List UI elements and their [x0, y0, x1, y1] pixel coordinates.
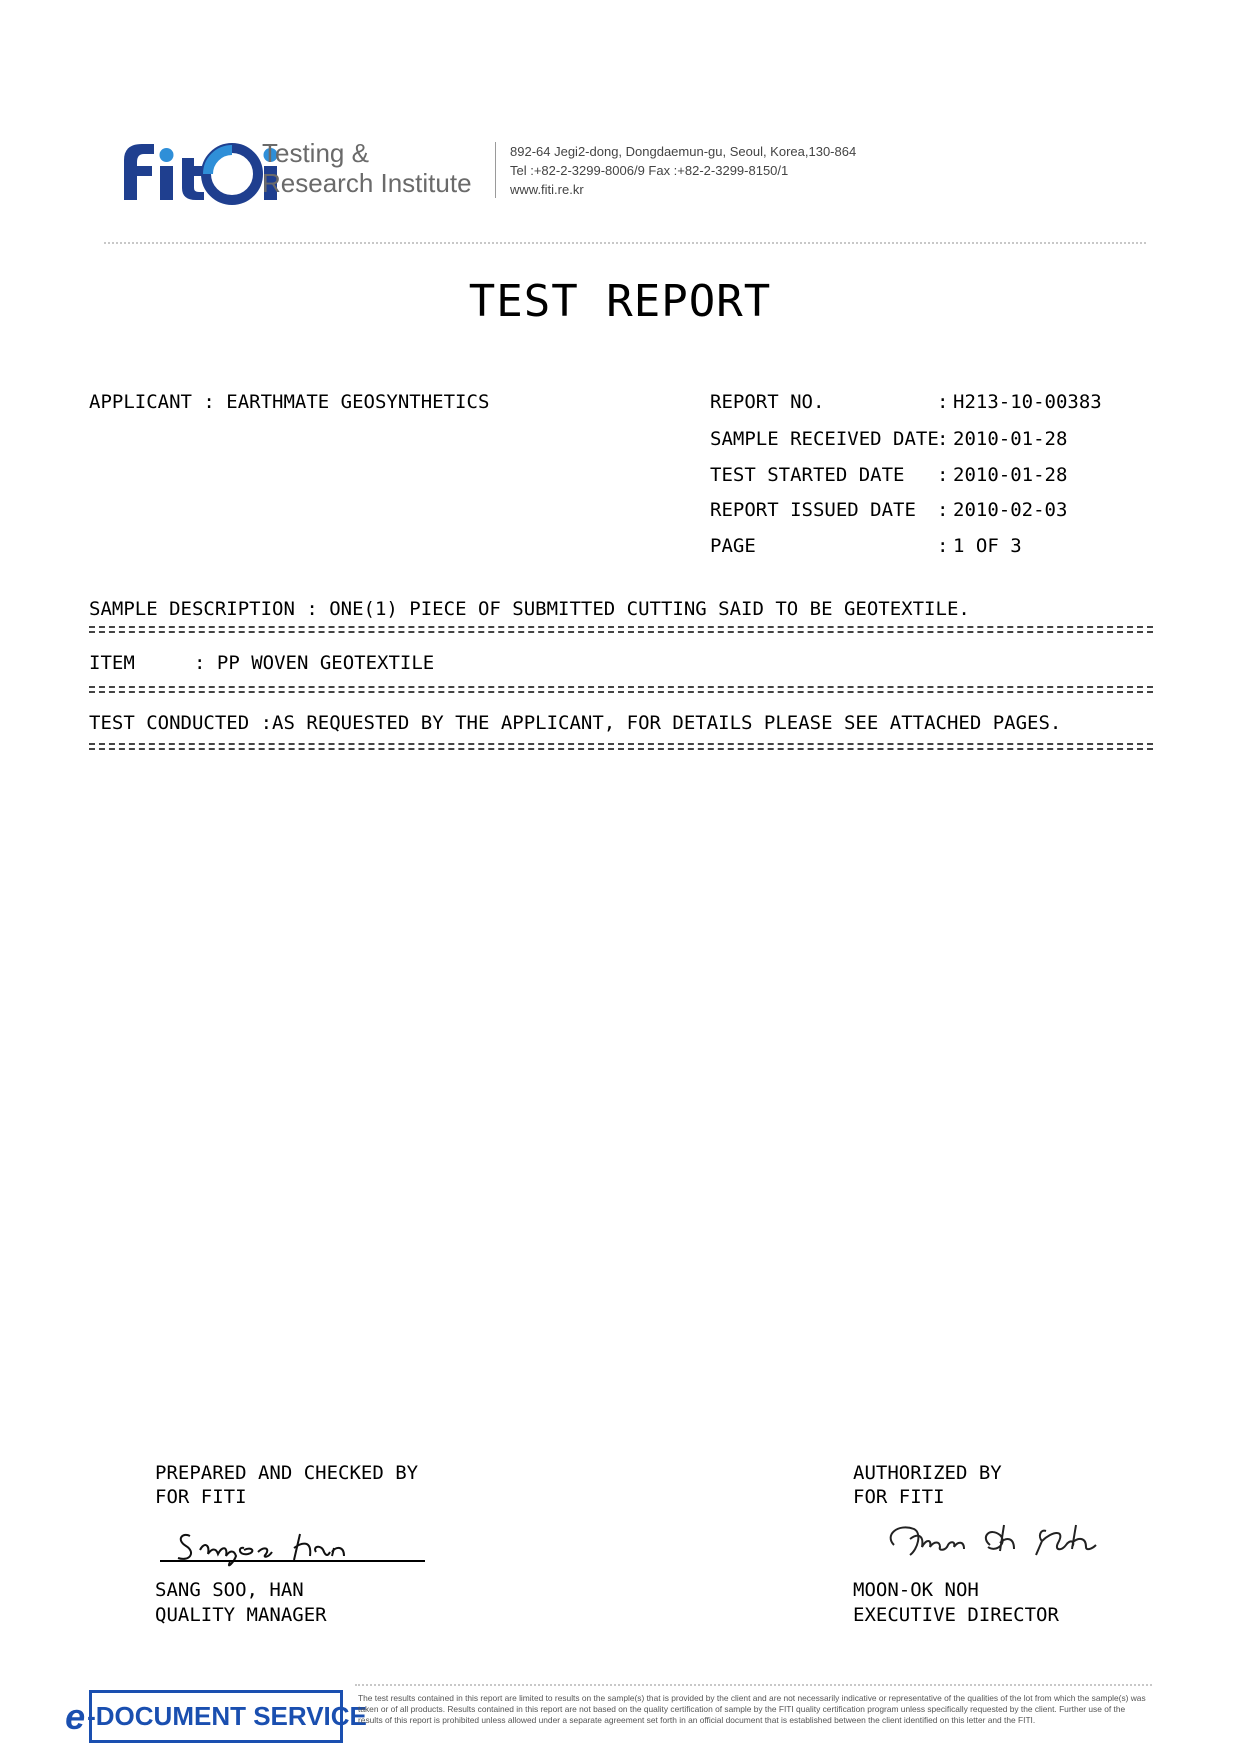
institute-tagline — [262, 138, 472, 198]
test-conducted-label: TEST CONDUCTED — [89, 712, 250, 734]
address-website: www.fiti.re.kr — [510, 182, 584, 197]
prepared-caption: PREPARED AND CHECKED BY — [155, 1462, 419, 1484]
applicant-label: APPLICANT — [89, 391, 192, 413]
authorized-for: FOR FITI — [853, 1486, 945, 1508]
prepared-name: SANG SOO, HAN — [155, 1579, 304, 1601]
double-rule — [89, 626, 1153, 633]
prepared-signature-image — [160, 1522, 420, 1572]
applicant-value: EARTHMATE GEOSYNTHETICS — [226, 391, 490, 413]
meta-colon: : — [937, 428, 949, 450]
meta-colon: : — [937, 535, 949, 557]
tagline-line-2: Research Institute — [262, 168, 472, 198]
address-contact-line: Tel :+82-2-3299-8006/9 Fax :+82-2-3299-8150/1 — [510, 163, 789, 178]
footer-disclaimer: The test results contained in this report are limited to results on the sample(s) that is provided by the client and are not necessarily indicative or representative of the qualities of the lot from which the sample(s) was taken or of all products. Results contained in this report are not based on the quality certification of sample by the FITI quality certification program unless specifically requested by the client. Further use of the results of this report is prohibited unless allowed under a separate agreement set forth in an official document that is established between the client identified on this letter and the FITI. — [358, 1693, 1146, 1725]
double-rule — [89, 686, 1153, 693]
meta-colon: : — [937, 464, 949, 486]
prepared-for: FOR FITI — [155, 1486, 247, 1508]
item-value-row: : PP WOVEN GEOTEXTILE — [194, 652, 435, 674]
meta-value-report-no: H213-10-00383 — [953, 391, 1102, 413]
test-conducted-value: AS REQUESTED BY THE APPLICANT, FOR DETAILS PLEASE SEE ATTACHED PAGES. — [272, 712, 1062, 734]
meta-value-page: 1 OF 3 — [953, 535, 1022, 557]
e-document-badge-e: e — [65, 1695, 86, 1737]
footer-dotted-divider — [355, 1684, 1152, 1686]
address-line-1: 892-64 Jegi2-dong, Dongdaemun-gu, Seoul, Korea,130-864 — [510, 144, 857, 159]
meta-label-issued: REPORT ISSUED DATE — [710, 499, 916, 521]
e-document-service-badge — [65, 1690, 367, 1743]
authorized-name: MOON-OK NOH — [853, 1579, 979, 1601]
authorized-caption: AUTHORIZED BY — [853, 1462, 1002, 1484]
prepared-title: QUALITY MANAGER — [155, 1604, 327, 1626]
meta-colon: : — [937, 499, 949, 521]
meta-label-report-no: REPORT NO. — [710, 391, 825, 413]
header-divider — [495, 142, 496, 198]
header-dotted-divider — [104, 242, 1146, 244]
sample-description-label: SAMPLE DESCRIPTION — [89, 598, 295, 620]
authorized-title: EXECUTIVE DIRECTOR — [853, 1604, 1059, 1626]
double-rule — [89, 743, 1153, 750]
sample-description-row: SAMPLE DESCRIPTION : ONE(1) PIECE OF SUBMITTED CUTTING SAID TO BE GEOTEXTILE. — [89, 598, 970, 620]
letterhead — [90, 100, 1150, 250]
meta-label-received: SAMPLE RECEIVED DATE — [710, 428, 939, 450]
meta-value-received: 2010-01-28 — [953, 428, 1068, 450]
meta-value-started: 2010-01-28 — [953, 464, 1068, 486]
sample-description-value: ONE(1) PIECE OF SUBMITTED CUTTING SAID TO BE GEOTEXTILE. — [329, 598, 970, 620]
document-title: TEST REPORT — [468, 276, 772, 327]
institute-address — [510, 142, 856, 199]
applicant-row: APPLICANT : EARTHMATE GEOSYNTHETICS — [89, 391, 490, 413]
e-document-badge-text: -DOCUMENT SERVICE — [87, 1701, 367, 1731]
meta-value-issued: 2010-02-03 — [953, 499, 1068, 521]
meta-label-page: PAGE — [710, 535, 756, 557]
prepared-signature-line — [160, 1560, 425, 1562]
tagline-line-1: Testing & — [262, 138, 369, 168]
meta-label-started: TEST STARTED DATE — [710, 464, 905, 486]
meta-colon: : — [937, 391, 949, 413]
test-conducted-row: TEST CONDUCTED :AS REQUESTED BY THE APPLICANT, FOR DETAILS PLEASE SEE ATTACHED PAGES. — [89, 712, 1062, 734]
authorized-signature-image — [880, 1515, 1120, 1565]
item-label: ITEM — [89, 652, 135, 674]
item-value: PP WOVEN GEOTEXTILE — [216, 652, 435, 674]
